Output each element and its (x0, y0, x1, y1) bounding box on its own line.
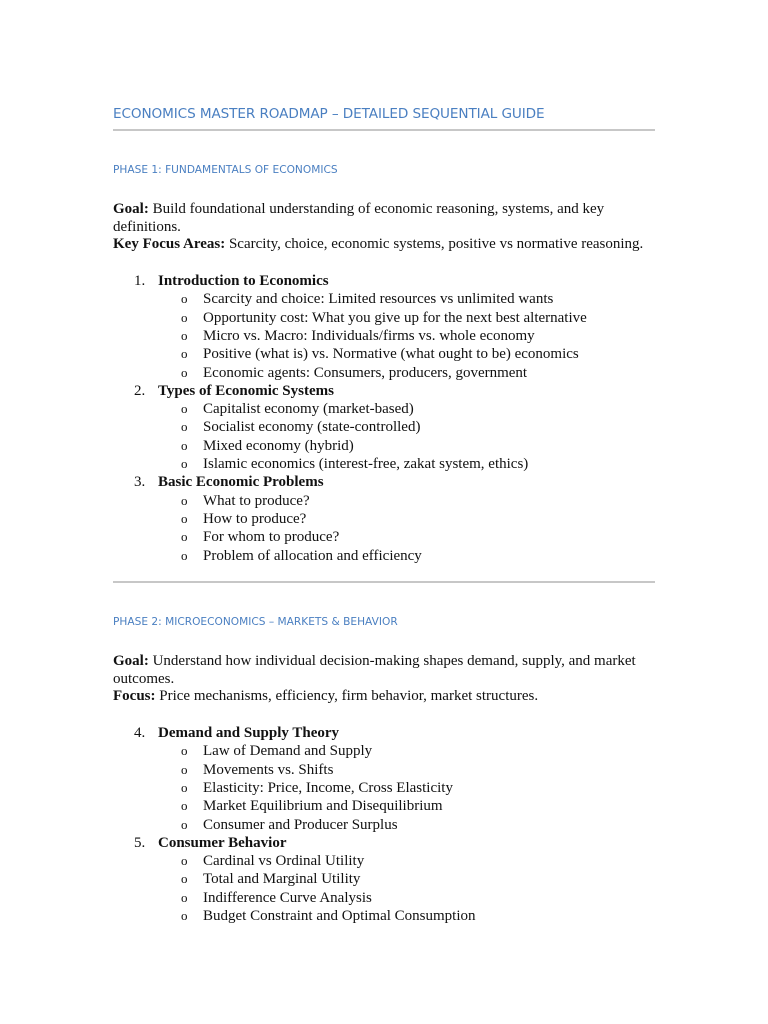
bullet-marker: o (181, 456, 188, 471)
list-item: Market Equilibrium and Disequilibrium (203, 798, 443, 815)
phase-focus (113, 688, 658, 706)
focus-label: Focus: (113, 688, 156, 704)
list-item: Opportunity cost: What you give up for the next best alternative (203, 309, 587, 326)
focus-text: Price mechanisms, efficiency, firm behavior, market structures. (155, 688, 539, 704)
section-title: Introduction to Economics (158, 273, 329, 289)
phase-focus (113, 236, 658, 254)
section-title: Demand and Supply Theory (158, 725, 340, 741)
bullet-marker: o (181, 401, 188, 417)
list-item: Cardinal vs Ordinal Utility (203, 853, 365, 870)
focus-label: Key Focus Areas: (113, 236, 226, 252)
bullet-marker: o (181, 853, 188, 869)
phase-goal (113, 201, 658, 236)
goal-text: Build foundational understanding of economic reasoning, systems, and key definitions. (113, 201, 605, 235)
bullet-marker: o (181, 547, 188, 563)
goal-text: Understand how individual decision-making shapes demand, supply, and market outcomes. (113, 653, 636, 687)
bullet-marker: o (181, 419, 188, 435)
bullet-marker: o (181, 761, 188, 777)
bullet-marker: o (181, 510, 188, 526)
list-item: Capitalist economy (market-based) (203, 401, 414, 418)
list-item: Elasticity: Price, Income, Cross Elasticity (203, 779, 453, 796)
list-item: Micro vs. Macro: Individuals/firms vs. whole economy (203, 327, 535, 344)
bullet-marker: o (181, 889, 188, 905)
list-item: Movements vs. Shifts (203, 761, 334, 778)
section-number: 4. (134, 725, 146, 741)
goal-label: Goal: (113, 201, 149, 217)
bullet-marker: o (181, 327, 188, 343)
list-item: Economic agents: Consumers, producers, government (203, 364, 528, 381)
section-number: 2. (134, 382, 146, 399)
section-title: Consumer Behavior (158, 834, 287, 851)
bullet-marker: o (181, 743, 188, 759)
section-title: Basic Economic Problems (158, 474, 324, 491)
list-item: Consumer and Producer Surplus (203, 816, 398, 833)
bullet-marker: o (181, 309, 188, 325)
phase-divider (113, 581, 655, 583)
bullet-marker: o (181, 364, 188, 380)
list-item: Total and Marginal Utility (203, 871, 361, 888)
phase-heading: PHASE 2: MICROECONOMICS – MARKETS & BEHAVIOR (113, 616, 398, 628)
title-divider (113, 129, 655, 131)
list-item: Positive (what is) vs. Normative (what ought to be) economics (203, 346, 579, 363)
bullet-marker: o (181, 529, 188, 545)
bullet-marker: o (181, 346, 188, 362)
section-title: Types of Economic Systems (158, 382, 334, 399)
list-item: Mixed economy (hybrid) (203, 437, 354, 454)
bullet-marker: o (181, 291, 188, 307)
list-item: Scarcity and choice: Limited resources vs unlimited wants (203, 291, 554, 308)
bullet-marker: o (181, 798, 188, 814)
list-item: What to produce? (203, 492, 310, 509)
list-item: Islamic economics (interest-free, zakat system, ethics) (203, 456, 529, 472)
document-title: ECONOMICS MASTER ROADMAP – DETAILED SEQUENTIAL GUIDE (113, 106, 545, 122)
focus-text: Scarcity, choice, economic systems, positive vs normative reasoning. (225, 236, 644, 252)
section-number: 1. (134, 273, 146, 289)
list-item: Indifference Curve Analysis (203, 889, 372, 906)
phase-goal (113, 653, 658, 688)
bullet-marker: o (181, 779, 188, 795)
bullet-marker: o (181, 816, 188, 832)
bullet-marker: o (181, 437, 188, 453)
list-item: Socialist economy (state-controlled) (203, 419, 421, 436)
list-item: Budget Constraint and Optimal Consumption (203, 908, 476, 924)
bullet-marker: o (181, 492, 188, 508)
list-item: For whom to produce? (203, 529, 340, 546)
bullet-marker: o (181, 871, 188, 887)
list-item: How to produce? (203, 510, 307, 527)
section-number: 3. (134, 474, 146, 491)
phase-heading: PHASE 1: FUNDAMENTALS OF ECONOMICS (113, 164, 338, 176)
goal-label: Goal: (113, 653, 149, 669)
bullet-marker: o (181, 908, 188, 923)
list-item: Problem of allocation and efficiency (203, 547, 422, 564)
list-item: Law of Demand and Supply (203, 743, 373, 760)
section-number: 5. (134, 834, 146, 851)
